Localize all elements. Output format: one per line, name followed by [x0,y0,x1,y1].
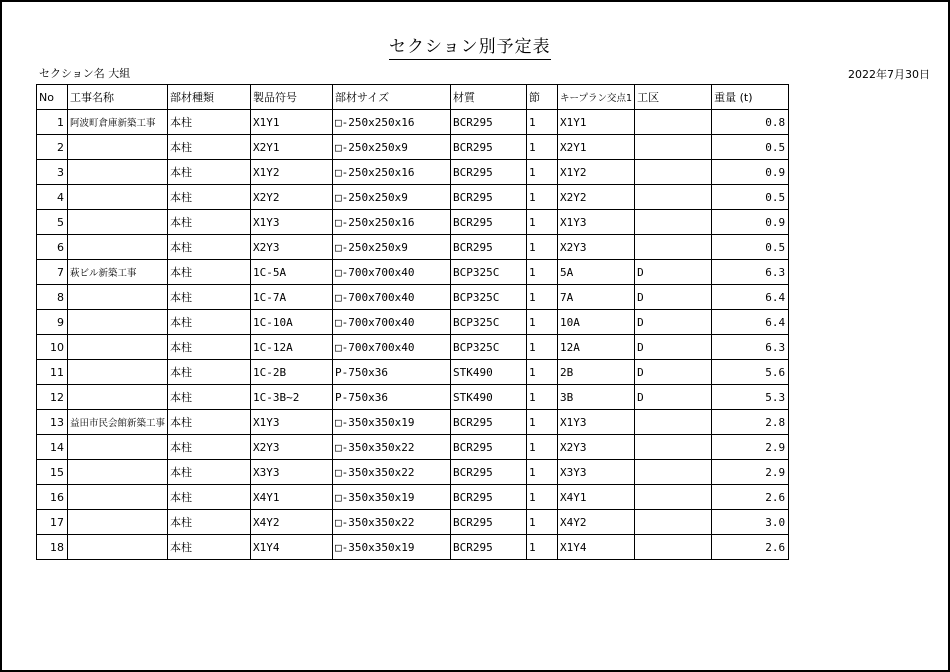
cell-weight: 2.8 [712,410,789,435]
cell-project [68,385,168,410]
cell-material: BCR295 [451,435,527,460]
cell-weight: 3.0 [712,510,789,535]
cell-node: 1 [527,510,558,535]
cell-node: 1 [527,460,558,485]
cell-node: 1 [527,360,558,385]
cell-material: BCR295 [451,210,527,235]
cell-no: 13 [37,410,68,435]
table-row [37,435,789,460]
cell-type: 本柱 [168,135,251,160]
cell-type: 本柱 [168,435,251,460]
table-row [37,185,789,210]
cell-size: P-750x36 [333,360,451,385]
cell-weight: 2.6 [712,535,789,560]
header-material: 材質 [451,85,527,110]
cell-material: BCP325C [451,310,527,335]
cell-code: 1C-5A [251,260,333,285]
cell-weight: 6.3 [712,335,789,360]
schedule-table [36,84,789,560]
cell-keyplan: X1Y3 [558,410,635,435]
cell-zone: D [635,360,712,385]
cell-keyplan: 5A [558,260,635,285]
table-row [37,135,789,160]
header-type: 部材種類 [168,85,251,110]
cell-weight: 0.8 [712,110,789,135]
cell-node: 1 [527,235,558,260]
cell-code: X1Y1 [251,110,333,135]
cell-material: BCR295 [451,235,527,260]
cell-no: 4 [37,185,68,210]
cell-code: X3Y3 [251,460,333,485]
cell-project: 阿波町倉庫新築工事 [68,110,168,135]
cell-keyplan: 3B [558,385,635,410]
cell-code: X1Y4 [251,535,333,560]
cell-size: □-350x350x22 [333,435,451,460]
cell-no: 18 [37,535,68,560]
cell-material: BCR295 [451,535,527,560]
header-no: No [37,85,68,110]
cell-size: □-350x350x22 [333,460,451,485]
cell-node: 1 [527,385,558,410]
cell-node: 1 [527,285,558,310]
cell-material: BCR295 [451,410,527,435]
cell-type: 本柱 [168,185,251,210]
cell-keyplan: X1Y3 [558,210,635,235]
cell-type: 本柱 [168,460,251,485]
cell-keyplan: X3Y3 [558,460,635,485]
cell-size: □-350x350x22 [333,510,451,535]
cell-node: 1 [527,485,558,510]
cell-project [68,160,168,185]
cell-project [68,510,168,535]
cell-size: □-250x250x16 [333,210,451,235]
cell-keyplan: 7A [558,285,635,310]
cell-material: BCR295 [451,110,527,135]
cell-size: □-250x250x16 [333,160,451,185]
cell-no: 3 [37,160,68,185]
cell-no: 6 [37,235,68,260]
cell-type: 本柱 [168,260,251,285]
cell-zone [635,460,712,485]
cell-node: 1 [527,185,558,210]
cell-material: BCP325C [451,335,527,360]
cell-code: 1C-7A [251,285,333,310]
cell-code: X2Y2 [251,185,333,210]
cell-project: 萩ビル新築工事 [68,260,168,285]
cell-keyplan: X1Y4 [558,535,635,560]
section-label: セクション名 [39,67,105,80]
cell-project [68,135,168,160]
cell-keyplan: X2Y3 [558,435,635,460]
cell-type: 本柱 [168,160,251,185]
cell-keyplan: 12A [558,335,635,360]
cell-no: 14 [37,435,68,460]
cell-weight: 2.9 [712,460,789,485]
cell-zone: D [635,385,712,410]
cell-size: □-700x700x40 [333,260,451,285]
cell-node: 1 [527,135,558,160]
cell-weight: 2.9 [712,435,789,460]
cell-node: 1 [527,210,558,235]
table-row [37,310,789,335]
table-row [37,410,789,435]
cell-weight: 0.5 [712,185,789,210]
table-header-row [37,85,789,110]
cell-keyplan: 10A [558,310,635,335]
cell-zone [635,535,712,560]
cell-type: 本柱 [168,235,251,260]
cell-zone [635,135,712,160]
cell-code: 1C-10A [251,310,333,335]
cell-project: 益田市民会館新築工事 [68,410,168,435]
cell-type: 本柱 [168,360,251,385]
cell-no: 10 [37,335,68,360]
table-row [37,110,789,135]
cell-material: BCR295 [451,510,527,535]
cell-code: X1Y2 [251,160,333,185]
header-code: 製品符号 [251,85,333,110]
cell-type: 本柱 [168,385,251,410]
header-keyplan: キープラン交点1 [558,85,635,110]
cell-project [68,335,168,360]
cell-material: BCR295 [451,185,527,210]
cell-weight: 6.4 [712,310,789,335]
cell-no: 5 [37,210,68,235]
cell-code: X4Y2 [251,510,333,535]
cell-code: X4Y1 [251,485,333,510]
cell-material: BCP325C [451,260,527,285]
cell-code: 1C-2B [251,360,333,385]
cell-material: BCR295 [451,460,527,485]
cell-no: 8 [37,285,68,310]
cell-project [68,535,168,560]
cell-size: □-700x700x40 [333,285,451,310]
report-date: 2022年7月30日 [848,68,930,81]
header-project: 工事名称 [68,85,168,110]
cell-node: 1 [527,160,558,185]
cell-node: 1 [527,260,558,285]
cell-node: 1 [527,410,558,435]
table-row [37,235,789,260]
cell-project [68,460,168,485]
cell-type: 本柱 [168,485,251,510]
table-row [37,360,789,385]
cell-type: 本柱 [168,210,251,235]
table-row [37,485,789,510]
cell-size: □-250x250x16 [333,110,451,135]
cell-size: P-750x36 [333,385,451,410]
cell-material: STK490 [451,385,527,410]
cell-weight: 6.3 [712,260,789,285]
report-title: セクション別予定表 [389,32,551,60]
cell-code: 1C-3B~2 [251,385,333,410]
cell-zone: D [635,310,712,335]
cell-zone [635,485,712,510]
cell-weight: 0.5 [712,235,789,260]
cell-no: 1 [37,110,68,135]
cell-keyplan: X2Y3 [558,235,635,260]
cell-zone [635,185,712,210]
cell-weight: 0.5 [712,135,789,160]
cell-size: □-350x350x19 [333,535,451,560]
cell-zone [635,510,712,535]
cell-weight: 6.4 [712,285,789,310]
cell-material: BCR295 [451,135,527,160]
cell-size: □-250x250x9 [333,135,451,160]
table-row [37,335,789,360]
table-row [37,210,789,235]
cell-type: 本柱 [168,285,251,310]
table-row [37,385,789,410]
cell-size: □-350x350x19 [333,485,451,510]
header-weight: 重量 (t) [712,85,789,110]
cell-project [68,285,168,310]
cell-size: □-700x700x40 [333,335,451,360]
cell-code: 1C-12A [251,335,333,360]
cell-zone: D [635,260,712,285]
cell-type: 本柱 [168,510,251,535]
cell-project [68,185,168,210]
cell-code: X1Y3 [251,410,333,435]
cell-no: 7 [37,260,68,285]
cell-keyplan: X4Y2 [558,510,635,535]
cell-zone [635,110,712,135]
cell-code: X2Y3 [251,435,333,460]
cell-material: BCR295 [451,485,527,510]
cell-code: X1Y3 [251,210,333,235]
cell-zone: D [635,335,712,360]
cell-keyplan: 2B [558,360,635,385]
cell-no: 9 [37,310,68,335]
cell-weight: 5.3 [712,385,789,410]
cell-node: 1 [527,335,558,360]
table-row [37,285,789,310]
table-row [37,160,789,185]
cell-zone [635,210,712,235]
cell-no: 15 [37,460,68,485]
cell-weight: 2.6 [712,485,789,510]
cell-zone [635,410,712,435]
cell-keyplan: X1Y1 [558,110,635,135]
cell-keyplan: X2Y1 [558,135,635,160]
cell-code: X2Y1 [251,135,333,160]
header-zone: 工区 [635,85,712,110]
cell-type: 本柱 [168,535,251,560]
cell-project [68,360,168,385]
cell-size: □-250x250x9 [333,185,451,210]
cell-code: X2Y3 [251,235,333,260]
cell-node: 1 [527,110,558,135]
header-size: 部材サイズ [333,85,451,110]
table-row [37,510,789,535]
table-row [37,260,789,285]
table-row [37,535,789,560]
cell-node: 1 [527,435,558,460]
cell-no: 2 [37,135,68,160]
header-node: 節 [527,85,558,110]
table-row [37,460,789,485]
cell-type: 本柱 [168,310,251,335]
cell-no: 17 [37,510,68,535]
cell-size: □-250x250x9 [333,235,451,260]
cell-zone [635,435,712,460]
cell-node: 1 [527,310,558,335]
cell-project [68,485,168,510]
cell-keyplan: X1Y2 [558,160,635,185]
cell-project [68,210,168,235]
cell-keyplan: X2Y2 [558,185,635,210]
cell-material: BCR295 [451,160,527,185]
cell-type: 本柱 [168,110,251,135]
section-value: 大組 [108,67,131,80]
cell-size: □-700x700x40 [333,310,451,335]
cell-no: 11 [37,360,68,385]
cell-project [68,310,168,335]
cell-no: 12 [37,385,68,410]
cell-weight: 0.9 [712,210,789,235]
cell-zone: D [635,285,712,310]
cell-keyplan: X4Y1 [558,485,635,510]
cell-no: 16 [37,485,68,510]
cell-project [68,235,168,260]
cell-material: STK490 [451,360,527,385]
cell-node: 1 [527,535,558,560]
cell-type: 本柱 [168,410,251,435]
cell-weight: 0.9 [712,160,789,185]
cell-zone [635,160,712,185]
cell-type: 本柱 [168,335,251,360]
cell-size: □-350x350x19 [333,410,451,435]
section-name [39,65,130,81]
cell-project [68,435,168,460]
cell-material: BCP325C [451,285,527,310]
cell-zone [635,235,712,260]
cell-weight: 5.6 [712,360,789,385]
